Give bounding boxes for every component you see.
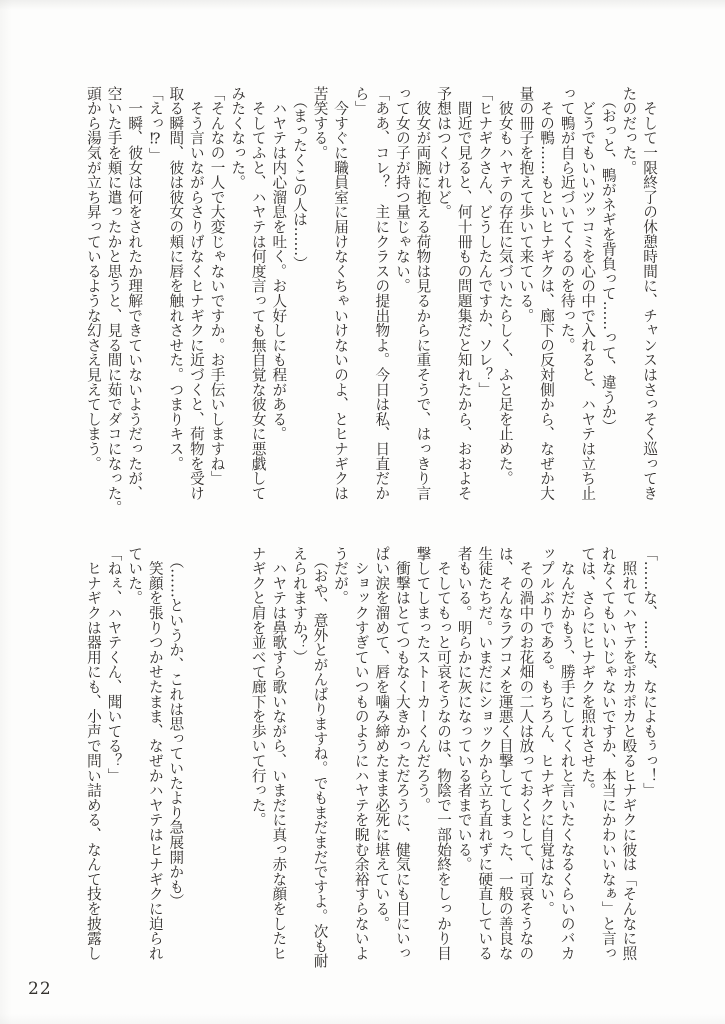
text-line: 量の冊子を抱えて歩いて来ている。 [517,86,535,323]
text-line: ハヤテは内心溜息を吐く。お人好しにも程がある。 [270,86,288,442]
text-line: なんだかもう、勝手にしてくれと言いたくなるくらいのバカ [558,546,576,961]
text-line [227,546,248,960]
text-line: うだが。 [332,546,350,606]
text-line: 生徒たちだ。いまだにショックから立ち直れずに硬直している [476,546,494,961]
text-line: ショックすぎていつものようにハヤテを睨む余裕すらないよ [352,546,370,961]
text-line: 照れてハヤテをポカポカと殴るヒナギクに彼は「そんなに照 [620,546,638,961]
text-line: は、そんなラブコメを運悪く目撃してしまった、一般の善良な [496,546,514,961]
text-line: 空いた手を頬に遣ったかと思うと、見る間に茹でダコになった。 [105,86,123,516]
text-line: ら」 [352,86,370,116]
text-line: 一瞬、彼女は何をされたか理解できていないようだったが、 [126,86,144,501]
text-line: （おっと、鴨がネギを背負って……って、違うか） [599,86,617,434]
text-line: 笑顔を張りつかせたまま、なぜかハヤテはヒナギクに迫られ [146,546,164,961]
text-line: ては、さらにヒナギクを照れさせた。 [579,546,597,798]
text-block-upper [82,86,659,516]
text-line: 取る瞬間、彼は彼女の頬に唇を触れさせた。つまりキス。 [167,86,185,471]
text-line: そして一限終了の休憩時間に、チャンスはさっそく巡ってき [641,86,658,501]
text-line [206,546,227,960]
text-line: ぱい涙を溜めて、唇を噛み締めたまま必死に堪えている。 [373,546,391,931]
text-line: （まったくこの人は……） [290,86,308,272]
text-line: 彼女が両腕に抱える荷物は見るからに重そうで、はっきり言 [414,86,432,501]
text-line: その鴨……もといヒナギクは、廊下の反対側から、なぜか大 [538,86,556,501]
text-line: そしてもっと可哀そうなのは、物陰で一部始終をしっかり目 [435,546,453,961]
text-line: 「……な、……な、なによもぅっ！」 [641,546,658,798]
text-line: その渦中のお花畑の二人は放っておくとして、可哀そうなの [517,546,535,961]
text-line: 「えっ⁉」 [146,86,164,163]
text-line: 「そんなの一人で大変じゃないですか。お手伝いしますね」 [208,86,226,486]
text-line: ハヤテは鼻歌すら歌いながら、いまだに真っ赤な顔をしたヒ [270,546,288,961]
text-line: そしてふと、ハヤテは何度言っても無自覚な彼女に悪戯して [249,86,267,501]
text-line: 間近で見ると、何十冊もの問題集だと知れたから、おおよそ [455,86,473,501]
text-line: たのだった。 [620,86,638,175]
text-block-lower [82,546,659,968]
text-line: ップルぶりである。もちろん、ヒナギクに自覚はない。 [538,546,556,916]
text-line: れなくてもいいじゃないですか、本当にかわいいなぁ」と言っ [599,546,617,961]
text-line: 苦笑する。 [311,86,329,160]
text-line: 撃してしまったストーカーくんだろう。 [414,546,432,813]
text-line: 頭から湯気が立ち昇っているような幻さえ見えてしまう。 [84,86,102,471]
page-number: 22 [28,979,52,999]
text-line: （おや、意外とがんばりますね。でもまだまだですよ。次も耐 [311,546,329,968]
text-line: 「ねぇ、ハヤテくん、聞いてる？」 [105,546,123,783]
text-line: 彼女もハヤテの存在に気づいたらしく、ふと足を止めた。 [496,86,514,486]
text-line: 今すぐに職員室に届けなくちゃいけないのよ、とヒナギクは [332,86,350,501]
text-line: 衝撃はとてつもなく大きかっただろうに、健気にも目にいっ [393,546,411,961]
text-line: 予想はつくけれど。 [435,86,453,220]
text-line: そう言いながらさりげなくヒナギクに近づくと、荷物を受け [187,86,205,501]
text-line: （……というか、これは思っていたより急展開かも） [167,546,185,909]
text-line: 者もいる。明らかに灰になっている者までいる。 [455,546,473,872]
text-line: ナギクと肩を並べて廊下を歩いて行った。 [249,546,267,828]
text-line: どうでもいいツッコミを心の中で入れると、ハヤテは立ち止 [579,86,597,501]
text-line [185,546,206,960]
text-line: ていた。 [126,546,144,606]
text-line: 「ああ、コレ？ 主にクラスの提出物よ。今日は私、日直だか [373,86,391,501]
text-line: みたくなった。 [229,86,247,190]
text-line: って女の子が持つ量じゃない。 [393,86,411,294]
text-line: 「ヒナギクさん、どうしたんですか、ソレ？」 [476,86,494,397]
text-line: って鴨が自ら近づいてくるのを待った。 [558,86,576,353]
text-line: ヒナギクは器用にも、小声で問い詰める、なんて技を披露し [84,546,102,961]
text-line: えられますか？） [290,546,308,665]
